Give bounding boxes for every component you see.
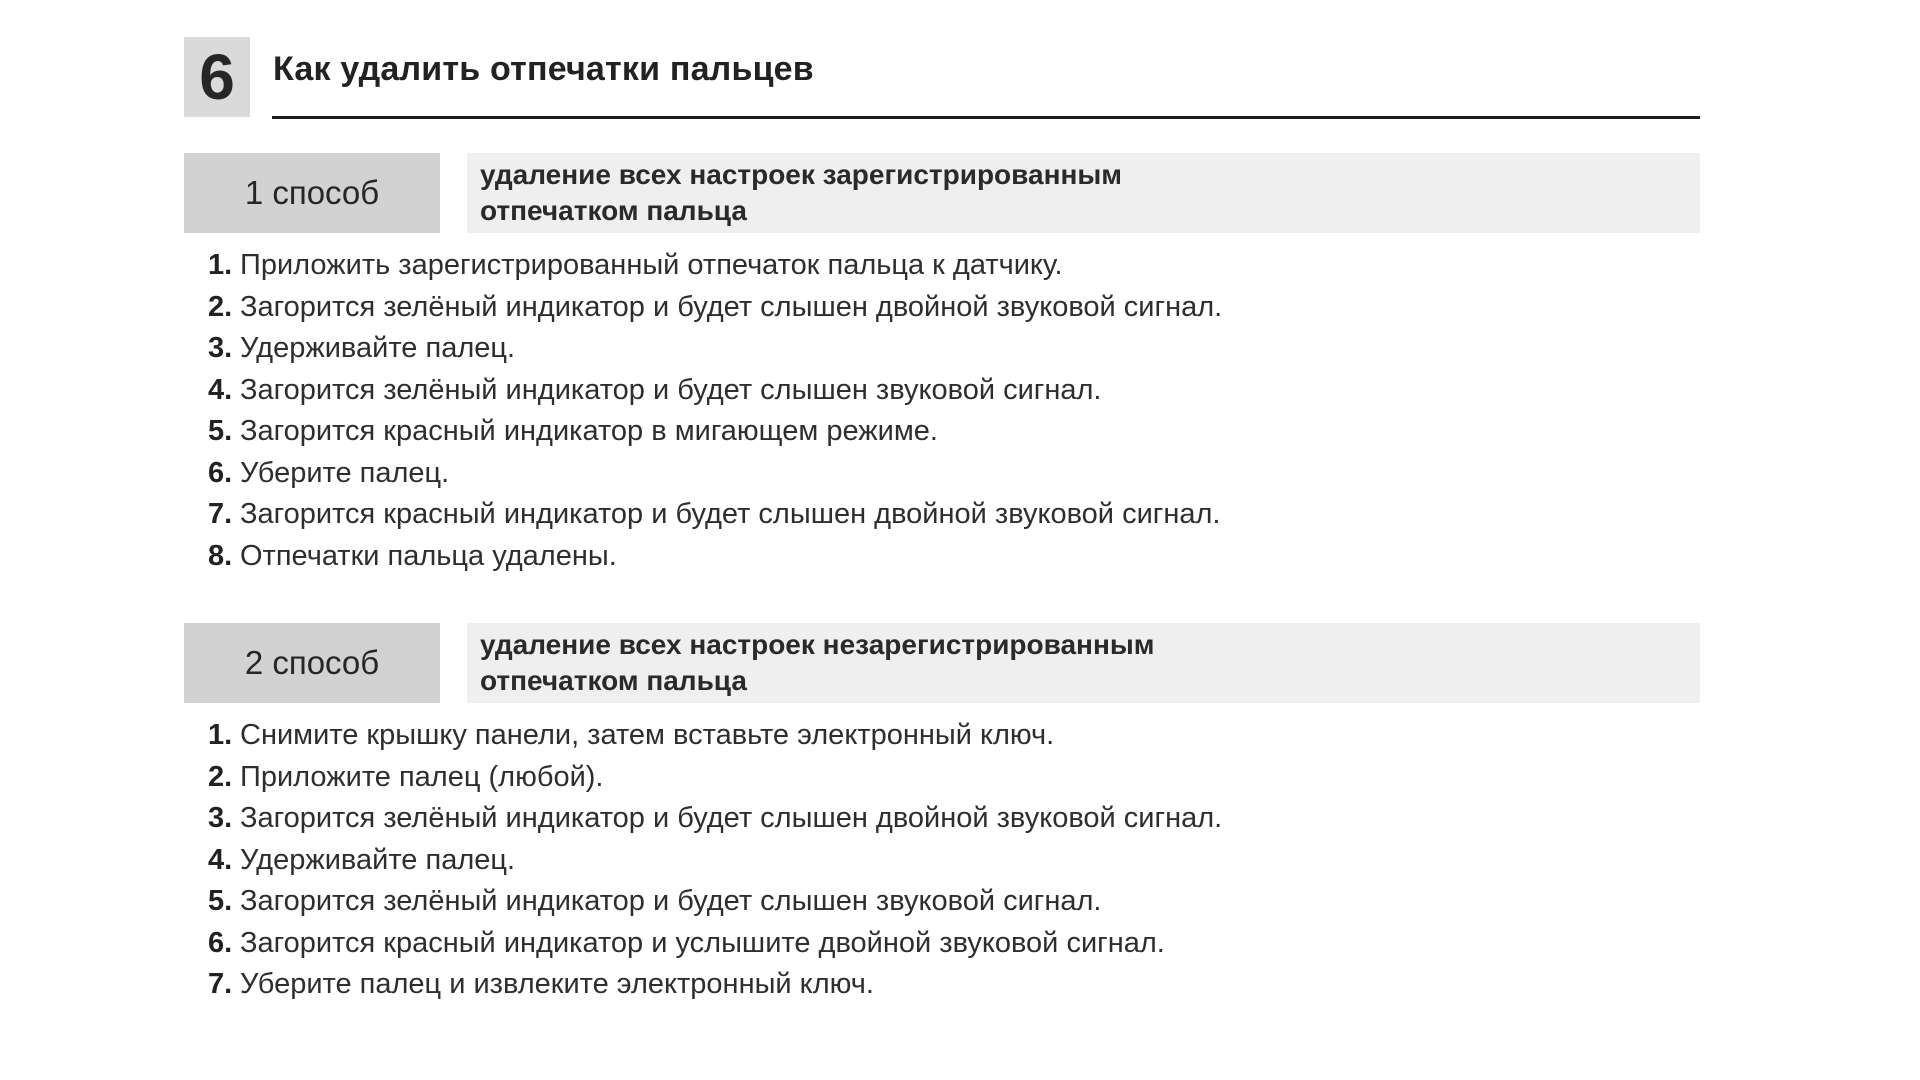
header-gap [440, 153, 467, 233]
step-item: Удерживайте палец. [240, 332, 516, 364]
section-number-badge: 6 [184, 37, 250, 117]
method-2-header [184, 623, 1700, 703]
method-1-section [184, 153, 1700, 577]
method-1-steps [184, 245, 1700, 577]
method-2-heading-line-2: отпечатком пальца [480, 665, 747, 696]
step-item: Уберите палец. [240, 456, 450, 489]
page-title: Как удалить отпечатки пальцев [273, 50, 814, 88]
method-2-steps [184, 715, 1700, 1006]
method-2-section [184, 623, 1700, 1006]
method-1-heading-line-2: отпечатком пальца [480, 195, 747, 226]
step-item: Загорится красный индикатор в мигающем режиме. [240, 415, 938, 447]
method-1-heading [467, 153, 1700, 233]
step-item: Загорится зелёный индикатор и будет слышен звуковой сигнал. [240, 373, 1102, 406]
method-2-heading-line-1: удаление всех настроек незарегистрированным [480, 629, 1155, 660]
step-item: Загорится красный индикатор и услышите двойной звуковой сигнал. [240, 926, 1165, 959]
step-item: Уберите палец и извлеките электронный ключ. [240, 968, 874, 1000]
step-item: Снимите крышку панели, затем вставьте электронный ключ. [240, 719, 1055, 751]
method-1-header [184, 153, 1700, 233]
step-item: Загорится зелёный индикатор и будет слышен двойной звуковой сигнал. [240, 290, 1223, 323]
method-2-badge: 2 способ [184, 623, 440, 703]
header-gap [440, 623, 467, 703]
step-item: Удерживайте палец. [240, 843, 516, 876]
method-2-heading [467, 623, 1700, 703]
step-item: Загорится красный индикатор и будет слышен двойной звуковой сигнал. [240, 498, 1221, 530]
method-1-badge: 1 способ [184, 153, 440, 233]
method-1-heading-line-1: удаление всех настроек зарегистрированным [480, 159, 1123, 190]
step-item: Приложить зарегистрированный отпечаток пальца к датчику. [240, 249, 1063, 281]
step-item: Приложите палец (любой). [240, 760, 604, 793]
step-item: Загорится зелёный индикатор и будет слышен звуковой сигнал. [240, 885, 1102, 917]
step-item: Загорится зелёный индикатор и будет слышен двойной звуковой сигнал. [240, 802, 1223, 834]
step-item: Отпечатки пальца удалены. [240, 539, 617, 572]
title-underline [272, 116, 1700, 119]
